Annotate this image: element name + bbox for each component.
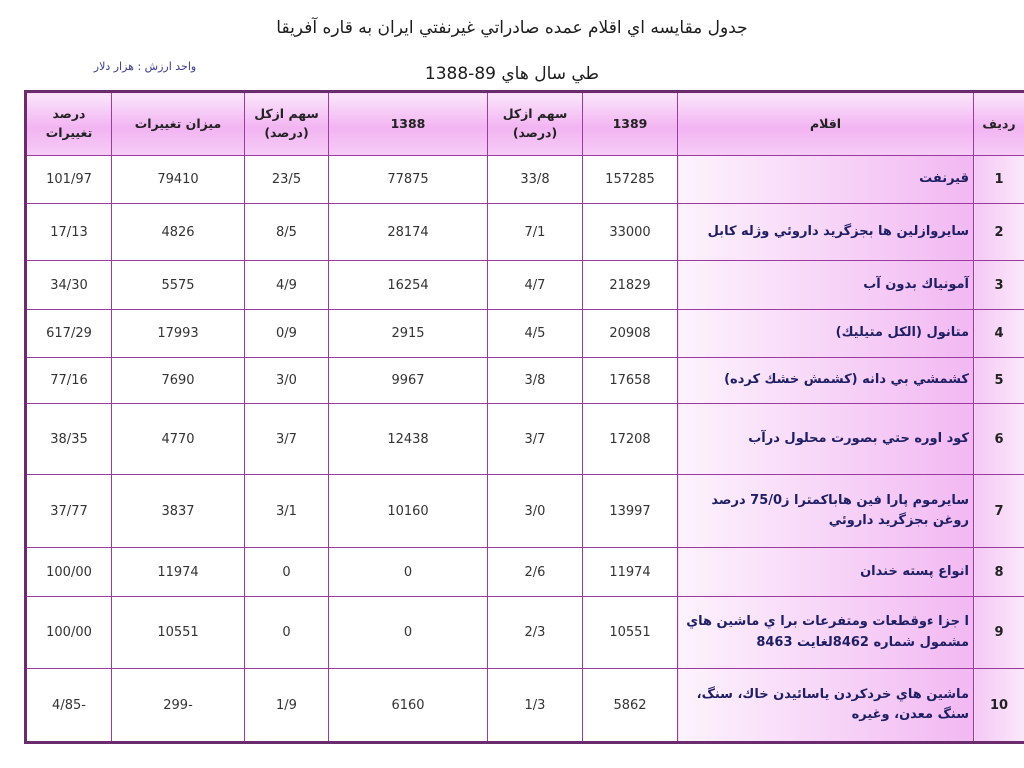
item-name: ماشين هاي خردكردن ياسائيدن خاك، سنگ، سنگ معدن، وغيره bbox=[678, 669, 974, 743]
change-amount: 79410 bbox=[112, 156, 245, 204]
change-amount: 7690 bbox=[112, 358, 245, 404]
header-change-percent: درصد تغييرات bbox=[26, 92, 112, 156]
value-1388: 10160 bbox=[329, 475, 488, 548]
share-1389: 1/3 bbox=[488, 669, 583, 743]
row-number: 9 bbox=[974, 597, 1024, 669]
item-name: آمونياك بدون آب bbox=[678, 261, 974, 310]
share-1389: 4/5 bbox=[488, 310, 583, 358]
value-1389: 33000 bbox=[583, 204, 678, 261]
value-1388: 0 bbox=[329, 548, 488, 597]
change-percent: 77/16 bbox=[26, 358, 112, 404]
share-1389: 7/1 bbox=[488, 204, 583, 261]
value-1389: 5862 bbox=[583, 669, 678, 743]
change-percent: 101/97 bbox=[26, 156, 112, 204]
value-1388: 0 bbox=[329, 597, 488, 669]
share-1389: 2/3 bbox=[488, 597, 583, 669]
item-name: سايرموم پارا فين هاباكمترا ز75/0 درصد روغن بجزگريد داروئي bbox=[678, 475, 974, 548]
change-amount: 5575 bbox=[112, 261, 245, 310]
table-row bbox=[26, 404, 1024, 475]
table-row bbox=[26, 548, 1024, 597]
change-amount: 4826 bbox=[112, 204, 245, 261]
value-1389: 20908 bbox=[583, 310, 678, 358]
value-1388: 9967 bbox=[329, 358, 488, 404]
row-number: 8 bbox=[974, 548, 1024, 597]
table-row bbox=[26, 156, 1024, 204]
table-row bbox=[26, 475, 1024, 548]
change-percent: 34/30 bbox=[26, 261, 112, 310]
change-amount: 3837 bbox=[112, 475, 245, 548]
share-1389: 2/6 bbox=[488, 548, 583, 597]
change-amount: 17993 bbox=[112, 310, 245, 358]
table-row bbox=[26, 261, 1024, 310]
exports-table bbox=[24, 90, 1024, 744]
share-1388: 0 bbox=[245, 597, 329, 669]
table-row bbox=[26, 310, 1024, 358]
value-1389: 17208 bbox=[583, 404, 678, 475]
table-row bbox=[26, 597, 1024, 669]
share-1388: 8/5 bbox=[245, 204, 329, 261]
item-name: ا جزا ءوقطعات ومتفرعات برا ي ماشين هاي مشمول شماره 8462لغايت 8463 bbox=[678, 597, 974, 669]
share-1389: 3/7 bbox=[488, 404, 583, 475]
header-share-1389: سهم ازكل (درصد) bbox=[488, 92, 583, 156]
row-number: 6 bbox=[974, 404, 1024, 475]
change-percent: 617/29 bbox=[26, 310, 112, 358]
item-name: انواع پسته خندان bbox=[678, 548, 974, 597]
row-number: 5 bbox=[974, 358, 1024, 404]
change-percent: 100/00 bbox=[26, 548, 112, 597]
value-1389: 157285 bbox=[583, 156, 678, 204]
change-amount: 11974 bbox=[112, 548, 245, 597]
share-1388: 3/1 bbox=[245, 475, 329, 548]
change-percent: 37/77 bbox=[26, 475, 112, 548]
item-name: كود اوره حتي بصورت محلول درآب bbox=[678, 404, 974, 475]
header-share-1388: سهم ازكل (درصد) bbox=[245, 92, 329, 156]
value-1389: 11974 bbox=[583, 548, 678, 597]
share-1389: 33/8 bbox=[488, 156, 583, 204]
change-percent: 100/00 bbox=[26, 597, 112, 669]
share-1388: 1/9 bbox=[245, 669, 329, 743]
share-1388: 4/9 bbox=[245, 261, 329, 310]
value-1389: 17658 bbox=[583, 358, 678, 404]
header-row-no: رديف bbox=[974, 92, 1024, 156]
currency-unit-note: واحد ارزش : هزار دلار bbox=[93, 60, 197, 73]
header-change-amount: ميزان تغييرات bbox=[112, 92, 245, 156]
value-1388: 28174 bbox=[329, 204, 488, 261]
value-1388: 16254 bbox=[329, 261, 488, 310]
change-amount: 4770 bbox=[112, 404, 245, 475]
item-name: سايروازلين ها بجزگريد داروئي وژله كابل bbox=[678, 204, 974, 261]
value-1389: 13997 bbox=[583, 475, 678, 548]
share-1388: 0 bbox=[245, 548, 329, 597]
row-number: 10 bbox=[974, 669, 1024, 743]
change-percent: 38/35 bbox=[26, 404, 112, 475]
share-1388: 23/5 bbox=[245, 156, 329, 204]
item-name: كشمشي بي دانه (كشمش خشك كرده) bbox=[678, 358, 974, 404]
change-amount: 10551 bbox=[112, 597, 245, 669]
item-name: قيرنفت bbox=[678, 156, 974, 204]
row-number: 4 bbox=[974, 310, 1024, 358]
table-row bbox=[26, 358, 1024, 404]
value-1389: 10551 bbox=[583, 597, 678, 669]
value-1388: 6160 bbox=[329, 669, 488, 743]
value-1388: 77875 bbox=[329, 156, 488, 204]
row-number: 7 bbox=[974, 475, 1024, 548]
header-1389: 1389 bbox=[583, 92, 678, 156]
period-subtitle: طي سال هاي 89-1388 bbox=[424, 64, 600, 84]
row-number: 1 bbox=[974, 156, 1024, 204]
share-1389: 3/0 bbox=[488, 475, 583, 548]
header-items: اقلام bbox=[678, 92, 974, 156]
row-number: 3 bbox=[974, 261, 1024, 310]
table-row bbox=[26, 669, 1024, 743]
table-row bbox=[26, 204, 1024, 261]
value-1388: 12438 bbox=[329, 404, 488, 475]
change-percent: -4/85 bbox=[26, 669, 112, 743]
header-1388: 1388 bbox=[329, 92, 488, 156]
share-1389: 3/8 bbox=[488, 358, 583, 404]
table-header-row bbox=[26, 92, 1024, 156]
row-number: 2 bbox=[974, 204, 1024, 261]
value-1388: 2915 bbox=[329, 310, 488, 358]
change-amount: -299 bbox=[112, 669, 245, 743]
change-percent: 17/13 bbox=[26, 204, 112, 261]
share-1388: 0/9 bbox=[245, 310, 329, 358]
item-name: متانول (الكل متيليك) bbox=[678, 310, 974, 358]
value-1389: 21829 bbox=[583, 261, 678, 310]
share-1389: 4/7 bbox=[488, 261, 583, 310]
share-1388: 3/7 bbox=[245, 404, 329, 475]
share-1388: 3/0 bbox=[245, 358, 329, 404]
page-title: جدول مقايسه اي اقلام عمده صادراتي غيرنفتي ايران به قاره آفريقا bbox=[276, 18, 748, 38]
